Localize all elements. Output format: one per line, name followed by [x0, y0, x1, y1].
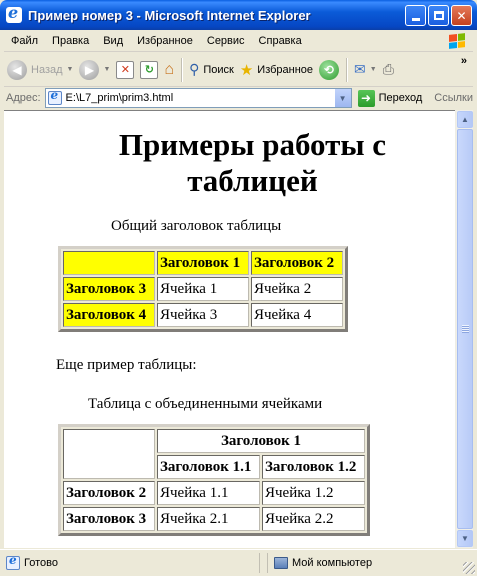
menu-edit[interactable]: Правка	[52, 34, 90, 47]
windows-flag-icon	[443, 30, 471, 52]
ie-logo-icon	[6, 7, 22, 23]
status-bar	[0, 549, 477, 576]
forward-button[interactable]	[76, 56, 113, 84]
history-icon: ⟲	[319, 60, 339, 80]
go-button[interactable]	[358, 90, 423, 107]
address-label: Адрес:	[6, 92, 41, 104]
table1-cell: Ячейка 2	[251, 277, 343, 301]
go-arrow-icon: ➜	[358, 90, 375, 107]
table2-group-header: Заголовок 1	[157, 429, 365, 453]
table-row	[63, 277, 343, 301]
maximize-icon	[434, 11, 444, 20]
address-bar	[4, 87, 473, 109]
address-dropdown-icon[interactable]: ▼	[334, 89, 351, 107]
table2-row-header: Заголовок 3	[63, 507, 155, 531]
title-bar[interactable]	[0, 0, 477, 30]
resize-grip-icon[interactable]	[463, 562, 475, 574]
stop-button[interactable]	[113, 56, 137, 84]
table2-cell: Ячейка 2.1	[157, 507, 260, 531]
zone-text: Мой компьютер	[292, 557, 373, 569]
page-status-icon	[6, 556, 20, 570]
table2-row-header: Заголовок 2	[63, 481, 155, 505]
maximize-button[interactable]	[428, 5, 449, 26]
table-row	[63, 251, 343, 275]
back-arrow-icon: ◀	[7, 60, 27, 80]
close-button[interactable]	[451, 5, 472, 26]
go-label: Переход	[378, 92, 423, 104]
table1-corner-cell	[63, 251, 155, 275]
page-heading: Примеры работы с таблицей	[118, 127, 387, 198]
mail-button[interactable]	[351, 56, 380, 84]
table2-cell: Ячейка 1.2	[262, 481, 365, 505]
chevron-down-icon: ▼	[461, 534, 469, 543]
menu-view[interactable]: Вид	[103, 34, 124, 47]
table1-row-header: Заголовок 4	[63, 303, 155, 327]
table1-header-cell: Заголовок 2	[251, 251, 343, 275]
status-text-area	[0, 553, 260, 573]
scroll-down-button[interactable]	[457, 530, 473, 547]
table-2	[58, 424, 370, 536]
table2-corner-cell	[63, 429, 155, 479]
refresh-icon: ↻	[140, 61, 158, 79]
table1-cell: Ячейка 1	[157, 277, 249, 301]
table2-caption: Таблица с объединенными ячейками	[88, 396, 323, 412]
table2-cell: Ячейка 1.1	[157, 481, 260, 505]
history-button[interactable]	[316, 56, 342, 84]
minimize-button[interactable]	[405, 5, 426, 26]
table-row	[63, 507, 365, 531]
links-label[interactable]: Ссылки	[434, 92, 473, 104]
dropdown-arrow-icon[interactable]: ▼	[66, 66, 74, 73]
grip-icon	[462, 325, 469, 333]
minimize-icon	[412, 18, 420, 21]
address-input[interactable]	[45, 88, 352, 108]
menu-help[interactable]: Справка	[258, 34, 302, 47]
search-icon: ⚲	[189, 61, 200, 77]
security-zone	[274, 553, 372, 573]
table-row	[63, 429, 365, 453]
favorites-button[interactable]	[237, 56, 316, 84]
address-value: E:\L7_prim\prim3.html	[65, 92, 174, 104]
page-viewport	[4, 110, 455, 548]
toolbar-separator	[181, 58, 182, 82]
chevron-up-icon: ▲	[461, 115, 469, 124]
table2-cell: Ячейка 2.2	[262, 507, 365, 531]
search-button[interactable]	[186, 56, 237, 84]
menu-bar	[4, 30, 473, 52]
home-icon: ⌂	[164, 60, 175, 78]
back-button[interactable]	[4, 56, 76, 84]
table1-cell: Ячейка 4	[251, 303, 343, 327]
dropdown-arrow-icon[interactable]: ▼	[103, 66, 111, 73]
dropdown-arrow-icon[interactable]: ▼	[369, 66, 377, 73]
toolbar-separator	[346, 58, 347, 82]
print-button[interactable]	[380, 56, 397, 84]
table1-cell: Ячейка 3	[157, 303, 249, 327]
menu-file[interactable]: Файл	[11, 34, 39, 47]
table1-caption: Общий заголовок таблицы	[111, 218, 282, 234]
star-icon: ★	[239, 61, 254, 79]
computer-icon	[274, 557, 288, 569]
forward-arrow-icon: ▶	[79, 60, 99, 80]
paragraph-text: Еще пример таблицы:	[56, 357, 197, 373]
close-icon: ✕	[456, 8, 467, 23]
table1-header-cell: Заголовок 1	[157, 251, 249, 275]
vertical-scrollbar[interactable]	[455, 110, 473, 548]
window-title: Пример номер 3 - Microsoft Internet Explorer	[28, 7, 311, 23]
menu-favorites[interactable]: Избранное	[137, 34, 193, 47]
table-row	[63, 481, 365, 505]
refresh-button[interactable]	[137, 56, 161, 84]
status-text: Готово	[24, 557, 58, 569]
standard-toolbar	[4, 53, 473, 87]
table2-subheader: Заголовок 1.1	[157, 455, 260, 479]
table-row	[63, 303, 343, 327]
search-label: Поиск	[203, 63, 234, 76]
stop-icon: ✕	[116, 61, 134, 79]
table1-row-header: Заголовок 3	[63, 277, 155, 301]
status-segment	[260, 553, 268, 573]
menu-tools[interactable]: Сервис	[206, 34, 245, 47]
home-button[interactable]	[161, 56, 177, 84]
table-1	[58, 246, 348, 332]
printer-icon: ⎙	[382, 61, 394, 77]
favorites-label: Избранное	[257, 63, 314, 76]
page-icon	[48, 91, 62, 105]
scroll-thumb[interactable]	[457, 129, 473, 529]
toolbar-more-chevron[interactable]: »	[460, 55, 467, 67]
table2-subheader: Заголовок 1.2	[262, 455, 365, 479]
scroll-up-button[interactable]	[457, 111, 473, 128]
back-label: Назад	[31, 63, 63, 76]
mail-icon: ✉	[354, 61, 366, 77]
